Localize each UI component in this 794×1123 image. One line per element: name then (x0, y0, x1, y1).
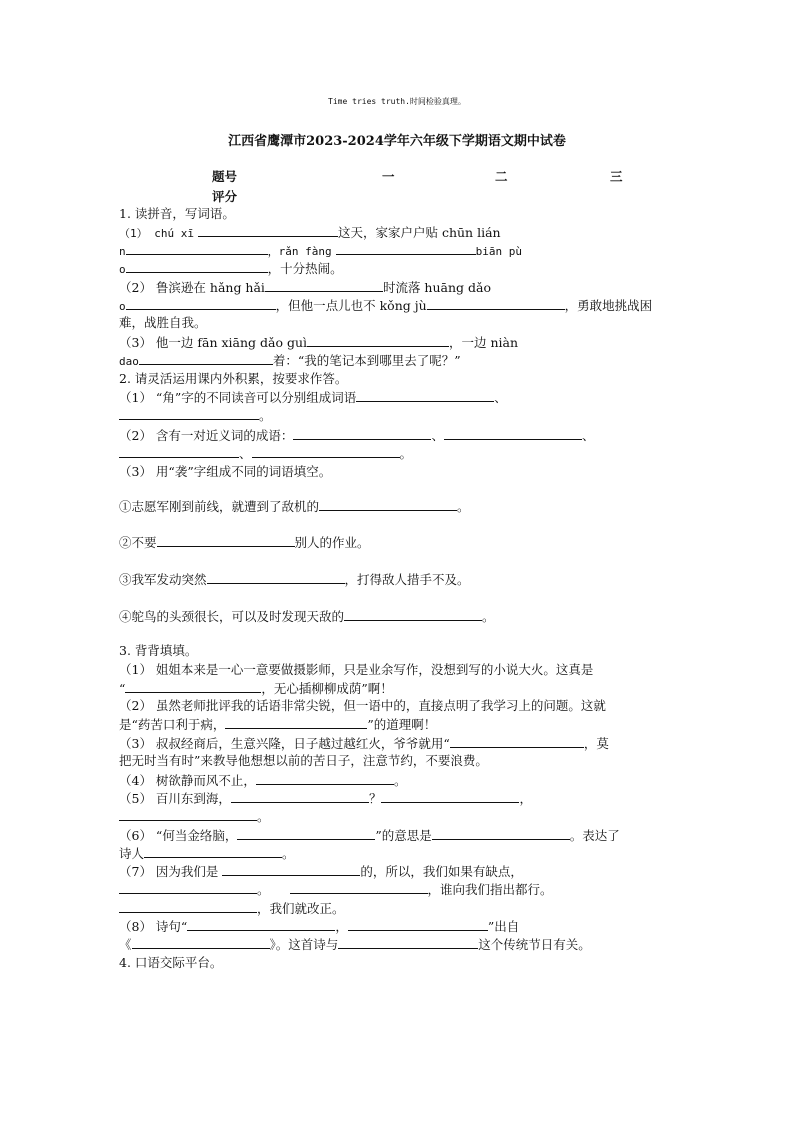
q1-text: （3） 他一边 fān xiāng dǎo guì (119, 335, 308, 350)
page-title: 江西省鹰潭市2023-2024学年六年级下学期语文期中试卷 (228, 134, 566, 149)
q3-line-6: 把无时当有时”来教导他想想以前的苦日子，注意节约，不要浪费。 (119, 753, 488, 768)
q3-text: （8） 诗句“ (119, 919, 188, 934)
q3-text: ，谁向我们指出都行。 (427, 882, 553, 897)
answer-blank[interactable] (256, 772, 394, 785)
answer-blank[interactable] (225, 716, 367, 729)
q1-line-3 (119, 260, 343, 278)
q1-line-7 (119, 334, 518, 351)
score-label-score: 评分 (212, 189, 238, 204)
q1-text: （2） 鲁滨逊在 hǎng hǎi (119, 280, 265, 295)
q1-text: ，十分热闹。 (267, 261, 343, 276)
q1-line-5 (119, 297, 652, 315)
q3-text: （3） 叔叔经商后，生意兴隆，日子越过越红火，爷爷就用“ (119, 736, 450, 751)
q2-text: （2） 含有一对近义词的成语： (119, 428, 294, 443)
q3-text: 。 (282, 846, 295, 861)
answer-blank[interactable] (293, 427, 431, 440)
q1-text: 这天，家家户户贴 chūn lián (337, 225, 501, 240)
q1-text: o (119, 300, 126, 313)
q2-text: 、 (431, 428, 444, 443)
q2-fill-c (119, 571, 470, 588)
q1-line-2 (119, 242, 522, 260)
answer-blank[interactable] (444, 427, 582, 440)
answer-blank[interactable] (348, 918, 488, 931)
answer-blank[interactable] (119, 445, 239, 458)
q3-line-14 (119, 900, 345, 917)
q3-text: 。 (257, 809, 270, 824)
q1-heading: 1. 读拼音，写词语。 (119, 206, 235, 221)
q3-line-11 (119, 845, 295, 862)
q3-line-8 (119, 790, 532, 807)
q1-text: 着：“我的笔记本到哪里去了呢？” (272, 353, 461, 368)
q2-text: 。 (259, 408, 272, 423)
answer-blank[interactable] (381, 790, 519, 803)
q3-text: ”的意思是 (375, 828, 432, 843)
answer-blank[interactable] (126, 242, 268, 255)
q4-heading: 4. 口语交际平台。 (119, 955, 223, 970)
q3-line-16 (119, 936, 591, 953)
q2-text: ④鸵鸟的头颈很长，可以及时发现天敌的 (119, 609, 345, 624)
q3-text: ， (335, 919, 348, 934)
q3-text: （5） 百川东到海， (119, 791, 231, 806)
answer-blank[interactable] (356, 389, 494, 402)
q2-fill-a (119, 498, 470, 515)
q3-text: （6） “何当金络脑， (119, 828, 238, 843)
answer-blank[interactable] (139, 352, 273, 365)
q3-text: 《 (119, 937, 132, 952)
q3-line-1: （1） 姐姐本来是一心一意要做摄影师，只是业余写作，没想到写的小说大火。这真是 (119, 662, 594, 677)
q2-text: （1） “角”字的不同读音可以分别组成词语 (119, 390, 357, 405)
q3-line-3: （2） 虽然老师批评我的话语非常尖锐，但一语中的，直接点明了我学习上的问题。这就 (119, 698, 606, 713)
q3-line-12 (119, 863, 523, 880)
q1-text: ，勇敢地挑战困 (564, 298, 653, 313)
answer-blank[interactable] (344, 608, 482, 621)
q2-text: 别人的作业。 (294, 535, 370, 550)
answer-blank[interactable] (126, 297, 276, 310)
answer-blank[interactable] (125, 680, 261, 693)
q1-text: o (119, 263, 126, 276)
q3-text: ？ (368, 791, 382, 806)
q2-sub-2-cont (119, 445, 412, 462)
answer-blank[interactable] (222, 863, 360, 876)
q2-text: ②不要 (119, 535, 157, 550)
q2-fill-d (119, 608, 495, 625)
answer-blank[interactable] (144, 845, 282, 858)
answer-blank[interactable] (132, 936, 270, 949)
score-label-number: 题号 (212, 169, 238, 184)
answer-blank[interactable] (198, 224, 338, 237)
q1-text: n (119, 245, 126, 258)
answer-blank[interactable] (187, 918, 335, 931)
q1-line-6: 难，战胜自我。 (119, 315, 207, 330)
q3-line-13 (119, 881, 553, 898)
q3-text: ，无心插柳柳成荫”啊！ (261, 681, 393, 696)
q3-line-7 (119, 772, 406, 789)
q1-text: ，一边 niàn (449, 335, 519, 350)
q3-text: 。表达了 (569, 828, 620, 843)
answer-blank[interactable] (119, 407, 259, 420)
q2-fill-b (119, 534, 370, 551)
answer-blank[interactable] (237, 827, 375, 840)
q2-text: 、 (239, 446, 252, 461)
q3-text: 的，所以，我们如果有缺点， (360, 864, 523, 879)
q3-line-9 (119, 808, 270, 825)
q2-sub-3: （3） 用“袭”字组成不同的词语填空。 (119, 464, 332, 479)
answer-blank[interactable] (307, 334, 449, 347)
q3-text: “ (119, 681, 126, 696)
q1-text: ，rǎn fàng (267, 245, 332, 258)
answer-blank[interactable] (119, 808, 257, 821)
q3-line-2 (119, 680, 393, 697)
q2-text: 、 (494, 390, 507, 405)
q3-text: 诗人 (119, 846, 145, 861)
q3-text: 这个传统节日有关。 (478, 937, 591, 952)
answer-blank[interactable] (427, 297, 565, 310)
q2-text: ③我军发动突然 (119, 572, 207, 587)
q2-text: 。 (457, 499, 470, 514)
answer-blank[interactable] (126, 260, 268, 273)
q2-text: ①志愿军刚到前线，就遭到了敌机的 (119, 499, 320, 514)
q2-text: ，打得敌人措手不及。 (344, 572, 470, 587)
answer-blank[interactable] (319, 498, 457, 511)
q3-line-4 (119, 716, 436, 733)
answer-blank[interactable] (119, 881, 257, 894)
q3-text: 。 (257, 882, 270, 897)
q3-text: 》。这首诗与 (269, 937, 339, 952)
answer-blank[interactable] (450, 735, 584, 748)
q3-text: （7） 因为我们是 (119, 864, 219, 879)
score-col-3: 三 (610, 169, 623, 184)
q1-line-8 (119, 352, 461, 370)
answer-blank[interactable] (231, 790, 369, 803)
q2-sub-1-cont (119, 407, 272, 424)
q3-text: ”出自 (487, 919, 520, 934)
answer-blank[interactable] (207, 571, 345, 584)
q1-text: biān pù (475, 245, 522, 258)
q3-text: （4） 树欲静而风不止， (119, 773, 256, 788)
q1-line-1 (119, 224, 501, 242)
q3-text: ”的道理啊！ (367, 717, 437, 732)
answer-blank[interactable] (432, 827, 570, 840)
q2-sub-2 (119, 427, 594, 444)
q3-text: 。 (393, 773, 407, 788)
answer-blank[interactable] (252, 445, 400, 458)
q1-line-4 (119, 279, 491, 296)
answer-blank[interactable] (119, 900, 257, 913)
answer-blank[interactable] (157, 534, 295, 547)
q2-sub-1 (119, 389, 507, 406)
q3-heading: 3. 背背填填。 (119, 643, 198, 658)
q1-text: 时流落 huāng dǎo (382, 280, 491, 295)
q3-text: ，莫 (583, 736, 609, 751)
answer-blank[interactable] (336, 242, 476, 255)
score-col-2: 二 (495, 169, 508, 184)
q3-line-10 (119, 827, 620, 844)
q3-line-15 (119, 918, 519, 935)
answer-blank[interactable] (265, 279, 383, 292)
q3-text: 是“药苦口利于病， (119, 717, 226, 732)
header-note: Time tries truth.时间检验真理。 (328, 97, 466, 106)
q1-text: （1） chú xī (119, 227, 194, 240)
q3-line-5 (119, 735, 609, 752)
answer-blank[interactable] (290, 881, 428, 894)
q1-text: ，但他一点儿也不 kǒng jù (275, 298, 427, 313)
q1-text: dao (119, 355, 139, 368)
q3-text: ， (519, 791, 532, 806)
q2-heading: 2. 请灵活运用课内外积累，按要求作答。 (119, 371, 348, 386)
q2-text: 。 (482, 609, 495, 624)
q2-text: 、 (581, 428, 595, 443)
answer-blank[interactable] (338, 936, 478, 949)
q2-text: 。 (399, 446, 413, 461)
q3-text: ，我们就改正。 (257, 901, 345, 916)
score-col-1: 一 (382, 169, 395, 184)
